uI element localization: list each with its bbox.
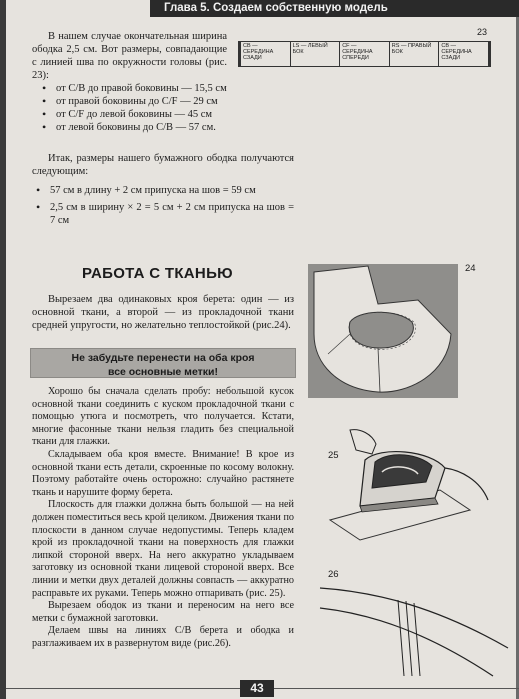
- list-item: • 2,5 см в ширину × 2 = 5 см + 2 см припуска на шов = 7 см: [32, 201, 294, 227]
- intro-bullet-list: [38, 82, 268, 134]
- note-box: [30, 348, 296, 378]
- list-item: • 57 см в длину + 2 см припуска на шов = 59 см: [32, 184, 294, 197]
- sizes-paragraph: Итак, размеры нашего бумажного ободка получаются следующим:: [32, 153, 294, 177]
- figure-25-number: 25: [328, 450, 339, 461]
- section-paragraph: Вырезаем два одинаковых кроя берета: один — из основной ткани, а второй — из прокладочной ткани средней упругости, но желательно теплостойкой (рис.24).: [32, 294, 294, 331]
- figure-23-cell: CF — СЕРЕДИНА СПЕРЕДИ: [339, 42, 389, 66]
- page-edge-left: [0, 0, 6, 699]
- body-paragraph: Делаем швы на линиях С/В берета и ободка и разглаживаем их в развернутом виде (рис.26).: [32, 625, 294, 649]
- sizes-bullet-list: [32, 184, 294, 227]
- figure-24-illustration: [308, 264, 458, 398]
- figure-26-number: 26: [328, 569, 339, 580]
- intro-paragraph: В нашем случае окончательная ширина ободка 2,5 см. Вот размеры, совпадающие с линией шва по окружности головы (рис. 23):: [32, 31, 227, 81]
- figure-23-cell: CB — СЕРЕДИНА СЗАДИ: [438, 42, 488, 66]
- list-item: • от С/В до правой боковины — 15,5 см: [38, 82, 268, 95]
- figure-26-illustration: [318, 578, 513, 678]
- intro-bullets-block: [38, 82, 268, 134]
- sizes-block: [32, 152, 294, 227]
- figure-23-number: 23: [477, 27, 488, 37]
- figure-24-number: 24: [465, 263, 476, 274]
- figure-23-cell: RS — ПРАВЫЙ БОК: [389, 42, 439, 66]
- section-title: РАБОТА С ТКАНЬЮ: [82, 265, 233, 282]
- list-item: • от С/F до левой боковины — 45 см: [38, 108, 268, 121]
- figure-23-cell: LS — ЛЕВЫЙ БОК: [290, 42, 340, 66]
- intro-block: [32, 30, 227, 82]
- body-paragraph: Вырезаем ободок из ткани и переносим на него все метки с бумажной заготовки.: [32, 600, 294, 624]
- note-line: все основные метки!: [108, 366, 218, 378]
- body-paragraph: Хорошо бы сначала сделать пробу: небольшой кусок основной ткани соединить с куском прокладочной ткани с помощью утюга и посмотреть, что получается. Кстати, многие фасонные ткани нельзя гладить без специальной ткани для глажки.: [32, 386, 294, 448]
- page-number: 43: [240, 680, 274, 697]
- body-paragraph: Складываем оба кроя вместе. Внимание! В крое из основной ткани есть детали, скроенные по косому волокну. Поэтому работайте очень осторожно: случайно растянете ткань и нарушите форму берета.: [32, 448, 294, 498]
- body-paragraph: Плоскость для глажки должна быть большой — на ней должен поместиться весь крой целиком. Движения ткани по плоскости в данном случае недопустимы. Теперь кладем крой из прокладочной ткани на поверхность для глажки липкой стороной вверх. На него аккуратно укладываем заготовку из основной ткани лицевой стороной вверх. Все линии и метки двух деталей должны совпасть — аккуратно расправьте их руками. Теперь можно отпаривать (рис. 25).: [32, 499, 294, 599]
- body-block: [32, 386, 294, 650]
- figure-23-cell: CB — СЕРЕДИНА СЗАДИ: [243, 43, 274, 61]
- note-line: Не забудьте перенести на оба кроя: [71, 352, 255, 364]
- figure-25-iron-illustration: [320, 410, 490, 550]
- figure-23-strip: [238, 41, 491, 67]
- list-item: • от левой боковины до С/В — 57 см.: [38, 121, 268, 134]
- chapter-header: Глава 5. Создаем собственную модель: [150, 0, 519, 17]
- section-intro-block: [32, 293, 294, 332]
- list-item: • от правой боковины до С/F — 29 см: [38, 95, 268, 108]
